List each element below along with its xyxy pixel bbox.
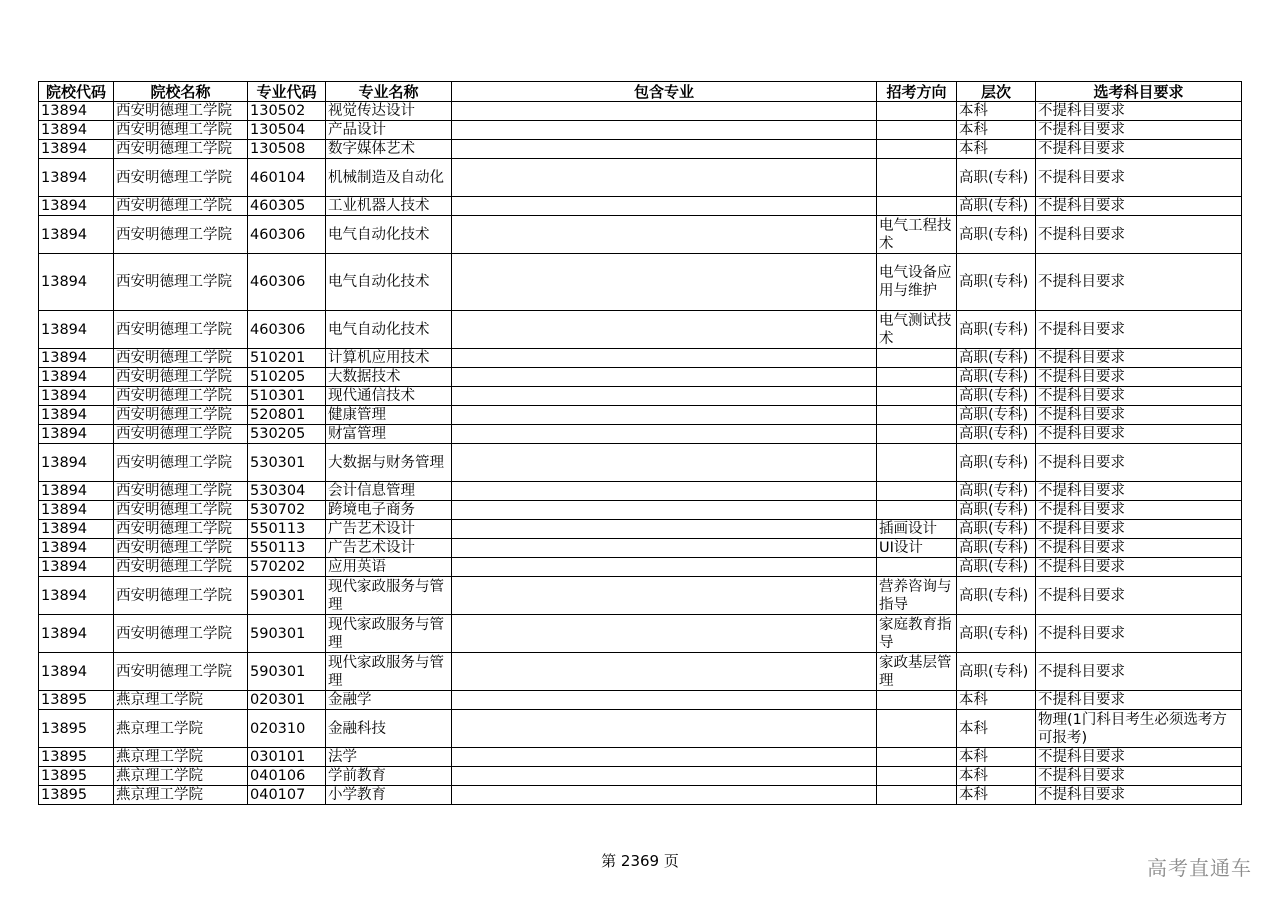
table-body bbox=[39, 102, 1242, 805]
column-header-4: 专业名称 bbox=[326, 82, 452, 102]
school-code-cell: 13894 bbox=[39, 349, 114, 368]
major-name-cell: 健康管理 bbox=[326, 406, 452, 425]
included-majors-cell bbox=[452, 159, 877, 197]
school-name-cell: 西安明德理工学院 bbox=[114, 216, 248, 254]
major-name-cell: 数字媒体艺术 bbox=[326, 140, 452, 159]
major-name-cell: 视觉传达设计 bbox=[326, 102, 452, 121]
direction-cell bbox=[877, 406, 957, 425]
level-cell: 高职(专科) bbox=[957, 159, 1036, 197]
school-code-cell: 13894 bbox=[39, 121, 114, 140]
major-code-cell: 020310 bbox=[248, 710, 326, 748]
major-name-cell: 电气自动化技术 bbox=[326, 254, 452, 311]
table-row bbox=[39, 140, 1242, 159]
school-code-cell: 13894 bbox=[39, 216, 114, 254]
direction-cell bbox=[877, 501, 957, 520]
subject-req-cell: 不提科目要求 bbox=[1036, 197, 1242, 216]
subject-req-cell: 不提科目要求 bbox=[1036, 691, 1242, 710]
major-name-cell: 工业机器人技术 bbox=[326, 197, 452, 216]
school-code-cell: 13894 bbox=[39, 197, 114, 216]
included-majors-cell bbox=[452, 501, 877, 520]
school-name-cell: 燕京理工学院 bbox=[114, 691, 248, 710]
major-name-cell: 大数据与财务管理 bbox=[326, 444, 452, 482]
table-row bbox=[39, 577, 1242, 615]
school-code-cell: 13894 bbox=[39, 539, 114, 558]
level-cell: 本科 bbox=[957, 691, 1036, 710]
level-cell: 高职(专科) bbox=[957, 425, 1036, 444]
subject-req-cell: 不提科目要求 bbox=[1036, 121, 1242, 140]
table-header bbox=[39, 82, 1242, 102]
level-cell: 高职(专科) bbox=[957, 615, 1036, 653]
column-header-3: 专业代码 bbox=[248, 82, 326, 102]
school-code-cell: 13894 bbox=[39, 615, 114, 653]
level-cell: 高职(专科) bbox=[957, 197, 1036, 216]
school-code-cell: 13895 bbox=[39, 691, 114, 710]
school-name-cell: 西安明德理工学院 bbox=[114, 482, 248, 501]
major-code-cell: 530304 bbox=[248, 482, 326, 501]
level-cell: 高职(专科) bbox=[957, 558, 1036, 577]
school-name-cell: 西安明德理工学院 bbox=[114, 615, 248, 653]
major-code-cell: 590301 bbox=[248, 577, 326, 615]
direction-cell bbox=[877, 387, 957, 406]
included-majors-cell bbox=[452, 349, 877, 368]
subject-req-cell: 不提科目要求 bbox=[1036, 254, 1242, 311]
direction-cell bbox=[877, 786, 957, 805]
major-code-cell: 550113 bbox=[248, 539, 326, 558]
major-name-cell: 会计信息管理 bbox=[326, 482, 452, 501]
level-cell: 高职(专科) bbox=[957, 368, 1036, 387]
subject-req-cell: 不提科目要求 bbox=[1036, 520, 1242, 539]
direction-cell: UI设计 bbox=[877, 539, 957, 558]
direction-cell: 电气测试技术 bbox=[877, 311, 957, 349]
table-row bbox=[39, 254, 1242, 311]
level-cell: 高职(专科) bbox=[957, 387, 1036, 406]
level-cell: 本科 bbox=[957, 121, 1036, 140]
school-code-cell: 13894 bbox=[39, 425, 114, 444]
major-name-cell: 广告艺术设计 bbox=[326, 539, 452, 558]
direction-cell: 插画设计 bbox=[877, 520, 957, 539]
included-majors-cell bbox=[452, 767, 877, 786]
level-cell: 高职(专科) bbox=[957, 254, 1036, 311]
school-name-cell: 西安明德理工学院 bbox=[114, 387, 248, 406]
direction-cell bbox=[877, 368, 957, 387]
school-code-cell: 13895 bbox=[39, 710, 114, 748]
table-row bbox=[39, 368, 1242, 387]
direction-cell bbox=[877, 558, 957, 577]
major-name-cell: 现代家政服务与管理 bbox=[326, 615, 452, 653]
subject-req-cell: 不提科目要求 bbox=[1036, 425, 1242, 444]
major-name-cell: 机械制造及自动化 bbox=[326, 159, 452, 197]
included-majors-cell bbox=[452, 254, 877, 311]
major-name-cell: 产品设计 bbox=[326, 121, 452, 140]
school-code-cell: 13894 bbox=[39, 653, 114, 691]
school-code-cell: 13894 bbox=[39, 577, 114, 615]
major-name-cell: 计算机应用技术 bbox=[326, 349, 452, 368]
subject-req-cell: 不提科目要求 bbox=[1036, 653, 1242, 691]
included-majors-cell bbox=[452, 558, 877, 577]
major-code-cell: 520801 bbox=[248, 406, 326, 425]
major-code-cell: 510205 bbox=[248, 368, 326, 387]
direction-cell: 营养咨询与指导 bbox=[877, 577, 957, 615]
level-cell: 高职(专科) bbox=[957, 577, 1036, 615]
school-code-cell: 13894 bbox=[39, 482, 114, 501]
major-code-cell: 130504 bbox=[248, 121, 326, 140]
level-cell: 本科 bbox=[957, 786, 1036, 805]
direction-cell bbox=[877, 710, 957, 748]
school-code-cell: 13894 bbox=[39, 140, 114, 159]
major-code-cell: 130508 bbox=[248, 140, 326, 159]
school-name-cell: 西安明德理工学院 bbox=[114, 558, 248, 577]
major-name-cell: 金融科技 bbox=[326, 710, 452, 748]
included-majors-cell bbox=[452, 653, 877, 691]
level-cell: 高职(专科) bbox=[957, 311, 1036, 349]
column-header-8: 选考科目要求 bbox=[1036, 82, 1242, 102]
major-code-cell: 460305 bbox=[248, 197, 326, 216]
subject-req-cell: 不提科目要求 bbox=[1036, 102, 1242, 121]
table-row bbox=[39, 102, 1242, 121]
major-code-cell: 040106 bbox=[248, 767, 326, 786]
school-name-cell: 西安明德理工学院 bbox=[114, 653, 248, 691]
direction-cell bbox=[877, 121, 957, 140]
subject-req-cell: 不提科目要求 bbox=[1036, 387, 1242, 406]
school-code-cell: 13894 bbox=[39, 159, 114, 197]
school-name-cell: 西安明德理工学院 bbox=[114, 368, 248, 387]
major-name-cell: 跨境电子商务 bbox=[326, 501, 452, 520]
included-majors-cell bbox=[452, 140, 877, 159]
table-row bbox=[39, 425, 1242, 444]
school-code-cell: 13894 bbox=[39, 254, 114, 311]
subject-req-cell: 不提科目要求 bbox=[1036, 311, 1242, 349]
school-name-cell: 西安明德理工学院 bbox=[114, 197, 248, 216]
table-row bbox=[39, 444, 1242, 482]
school-name-cell: 燕京理工学院 bbox=[114, 710, 248, 748]
direction-cell: 家庭教育指导 bbox=[877, 615, 957, 653]
watermark-logo: 高考直通车 bbox=[1147, 856, 1252, 880]
major-code-cell: 550113 bbox=[248, 520, 326, 539]
column-header-2: 院校名称 bbox=[114, 82, 248, 102]
table-row bbox=[39, 615, 1242, 653]
included-majors-cell bbox=[452, 577, 877, 615]
table-row bbox=[39, 159, 1242, 197]
school-code-cell: 13894 bbox=[39, 387, 114, 406]
direction-cell bbox=[877, 425, 957, 444]
included-majors-cell bbox=[452, 425, 877, 444]
level-cell: 高职(专科) bbox=[957, 501, 1036, 520]
major-code-cell: 530205 bbox=[248, 425, 326, 444]
school-name-cell: 西安明德理工学院 bbox=[114, 539, 248, 558]
school-name-cell: 西安明德理工学院 bbox=[114, 501, 248, 520]
table-row bbox=[39, 406, 1242, 425]
major-name-cell: 广告艺术设计 bbox=[326, 520, 452, 539]
included-majors-cell bbox=[452, 786, 877, 805]
school-name-cell: 燕京理工学院 bbox=[114, 748, 248, 767]
major-code-cell: 460306 bbox=[248, 216, 326, 254]
school-name-cell: 西安明德理工学院 bbox=[114, 311, 248, 349]
table-row bbox=[39, 539, 1242, 558]
major-name-cell: 电气自动化技术 bbox=[326, 216, 452, 254]
school-name-cell: 西安明德理工学院 bbox=[114, 159, 248, 197]
school-name-cell: 西安明德理工学院 bbox=[114, 254, 248, 311]
table-row bbox=[39, 311, 1242, 349]
direction-cell: 家政基层管理 bbox=[877, 653, 957, 691]
subject-req-cell: 不提科目要求 bbox=[1036, 406, 1242, 425]
major-name-cell: 法学 bbox=[326, 748, 452, 767]
school-code-cell: 13894 bbox=[39, 558, 114, 577]
subject-req-cell: 不提科目要求 bbox=[1036, 444, 1242, 482]
included-majors-cell bbox=[452, 121, 877, 140]
level-cell: 本科 bbox=[957, 710, 1036, 748]
level-cell: 本科 bbox=[957, 140, 1036, 159]
direction-cell bbox=[877, 140, 957, 159]
major-name-cell: 学前教育 bbox=[326, 767, 452, 786]
school-name-cell: 燕京理工学院 bbox=[114, 786, 248, 805]
subject-req-cell: 不提科目要求 bbox=[1036, 558, 1242, 577]
school-code-cell: 13894 bbox=[39, 368, 114, 387]
school-code-cell: 13894 bbox=[39, 406, 114, 425]
included-majors-cell bbox=[452, 368, 877, 387]
direction-cell: 电气工程技术 bbox=[877, 216, 957, 254]
subject-req-cell: 不提科目要求 bbox=[1036, 216, 1242, 254]
level-cell: 本科 bbox=[957, 767, 1036, 786]
table-row bbox=[39, 501, 1242, 520]
direction-cell bbox=[877, 767, 957, 786]
included-majors-cell bbox=[452, 615, 877, 653]
level-cell: 本科 bbox=[957, 102, 1036, 121]
major-code-cell: 530301 bbox=[248, 444, 326, 482]
included-majors-cell bbox=[452, 216, 877, 254]
school-code-cell: 13894 bbox=[39, 501, 114, 520]
major-name-cell: 现代家政服务与管理 bbox=[326, 653, 452, 691]
included-majors-cell bbox=[452, 710, 877, 748]
included-majors-cell bbox=[452, 539, 877, 558]
major-code-cell: 030101 bbox=[248, 748, 326, 767]
table-row bbox=[39, 121, 1242, 140]
table-row bbox=[39, 767, 1242, 786]
major-name-cell: 财富管理 bbox=[326, 425, 452, 444]
table-row bbox=[39, 216, 1242, 254]
level-cell: 高职(专科) bbox=[957, 444, 1036, 482]
subject-req-cell: 不提科目要求 bbox=[1036, 368, 1242, 387]
column-header-7: 层次 bbox=[957, 82, 1036, 102]
table-row bbox=[39, 786, 1242, 805]
school-name-cell: 西安明德理工学院 bbox=[114, 140, 248, 159]
major-code-cell: 460306 bbox=[248, 311, 326, 349]
major-name-cell: 现代通信技术 bbox=[326, 387, 452, 406]
included-majors-cell bbox=[452, 102, 877, 121]
subject-req-cell: 不提科目要求 bbox=[1036, 159, 1242, 197]
table-row bbox=[39, 387, 1242, 406]
direction-cell bbox=[877, 102, 957, 121]
school-code-cell: 13894 bbox=[39, 444, 114, 482]
major-code-cell: 530702 bbox=[248, 501, 326, 520]
subject-req-cell: 物理(1门科目考生必须选考方可报考) bbox=[1036, 710, 1242, 748]
column-header-5: 包含专业 bbox=[452, 82, 877, 102]
major-code-cell: 040107 bbox=[248, 786, 326, 805]
table-row bbox=[39, 558, 1242, 577]
school-name-cell: 西安明德理工学院 bbox=[114, 349, 248, 368]
included-majors-cell bbox=[452, 482, 877, 501]
major-code-cell: 510201 bbox=[248, 349, 326, 368]
major-name-cell: 电气自动化技术 bbox=[326, 311, 452, 349]
subject-req-cell: 不提科目要求 bbox=[1036, 501, 1242, 520]
direction-cell bbox=[877, 748, 957, 767]
header-row bbox=[39, 82, 1242, 102]
subject-req-cell: 不提科目要求 bbox=[1036, 748, 1242, 767]
school-name-cell: 西安明德理工学院 bbox=[114, 406, 248, 425]
direction-cell bbox=[877, 197, 957, 216]
major-code-cell: 510301 bbox=[248, 387, 326, 406]
school-code-cell: 13895 bbox=[39, 786, 114, 805]
included-majors-cell bbox=[452, 748, 877, 767]
included-majors-cell bbox=[452, 406, 877, 425]
table-row bbox=[39, 482, 1242, 501]
major-code-cell: 460104 bbox=[248, 159, 326, 197]
level-cell: 高职(专科) bbox=[957, 653, 1036, 691]
direction-cell bbox=[877, 691, 957, 710]
table-row bbox=[39, 710, 1242, 748]
school-code-cell: 13895 bbox=[39, 748, 114, 767]
major-name-cell: 小学教育 bbox=[326, 786, 452, 805]
table-row bbox=[39, 691, 1242, 710]
major-name-cell: 现代家政服务与管理 bbox=[326, 577, 452, 615]
level-cell: 高职(专科) bbox=[957, 216, 1036, 254]
direction-cell bbox=[877, 159, 957, 197]
table-row bbox=[39, 653, 1242, 691]
subject-req-cell: 不提科目要求 bbox=[1036, 539, 1242, 558]
level-cell: 高职(专科) bbox=[957, 406, 1036, 425]
major-name-cell: 应用英语 bbox=[326, 558, 452, 577]
subject-req-cell: 不提科目要求 bbox=[1036, 767, 1242, 786]
table-row bbox=[39, 349, 1242, 368]
school-name-cell: 西安明德理工学院 bbox=[114, 520, 248, 539]
major-code-cell: 590301 bbox=[248, 653, 326, 691]
direction-cell: 电气设备应用与维护 bbox=[877, 254, 957, 311]
included-majors-cell bbox=[452, 520, 877, 539]
major-name-cell: 金融学 bbox=[326, 691, 452, 710]
major-code-cell: 130502 bbox=[248, 102, 326, 121]
table-row bbox=[39, 748, 1242, 767]
level-cell: 高职(专科) bbox=[957, 520, 1036, 539]
page-number: 第 2369 页 bbox=[601, 852, 679, 870]
major-code-cell: 590301 bbox=[248, 615, 326, 653]
admissions-table bbox=[38, 81, 1242, 805]
subject-req-cell: 不提科目要求 bbox=[1036, 577, 1242, 615]
subject-req-cell: 不提科目要求 bbox=[1036, 140, 1242, 159]
level-cell: 高职(专科) bbox=[957, 349, 1036, 368]
subject-req-cell: 不提科目要求 bbox=[1036, 786, 1242, 805]
school-name-cell: 西安明德理工学院 bbox=[114, 102, 248, 121]
school-code-cell: 13894 bbox=[39, 311, 114, 349]
included-majors-cell bbox=[452, 387, 877, 406]
included-majors-cell bbox=[452, 691, 877, 710]
table-row bbox=[39, 197, 1242, 216]
included-majors-cell bbox=[452, 444, 877, 482]
level-cell: 高职(专科) bbox=[957, 482, 1036, 501]
major-name-cell: 大数据技术 bbox=[326, 368, 452, 387]
direction-cell bbox=[877, 349, 957, 368]
column-header-1: 院校代码 bbox=[39, 82, 114, 102]
school-name-cell: 西安明德理工学院 bbox=[114, 444, 248, 482]
level-cell: 本科 bbox=[957, 748, 1036, 767]
subject-req-cell: 不提科目要求 bbox=[1036, 615, 1242, 653]
school-code-cell: 13894 bbox=[39, 102, 114, 121]
school-name-cell: 西安明德理工学院 bbox=[114, 425, 248, 444]
school-code-cell: 13895 bbox=[39, 767, 114, 786]
major-code-cell: 570202 bbox=[248, 558, 326, 577]
school-code-cell: 13894 bbox=[39, 520, 114, 539]
school-name-cell: 西安明德理工学院 bbox=[114, 121, 248, 140]
subject-req-cell: 不提科目要求 bbox=[1036, 349, 1242, 368]
major-code-cell: 460306 bbox=[248, 254, 326, 311]
subject-req-cell: 不提科目要求 bbox=[1036, 482, 1242, 501]
school-name-cell: 燕京理工学院 bbox=[114, 767, 248, 786]
included-majors-cell bbox=[452, 197, 877, 216]
column-header-6: 招考方向 bbox=[877, 82, 957, 102]
major-code-cell: 020301 bbox=[248, 691, 326, 710]
level-cell: 高职(专科) bbox=[957, 539, 1036, 558]
school-name-cell: 西安明德理工学院 bbox=[114, 577, 248, 615]
table-row bbox=[39, 520, 1242, 539]
direction-cell bbox=[877, 444, 957, 482]
included-majors-cell bbox=[452, 311, 877, 349]
direction-cell bbox=[877, 482, 957, 501]
